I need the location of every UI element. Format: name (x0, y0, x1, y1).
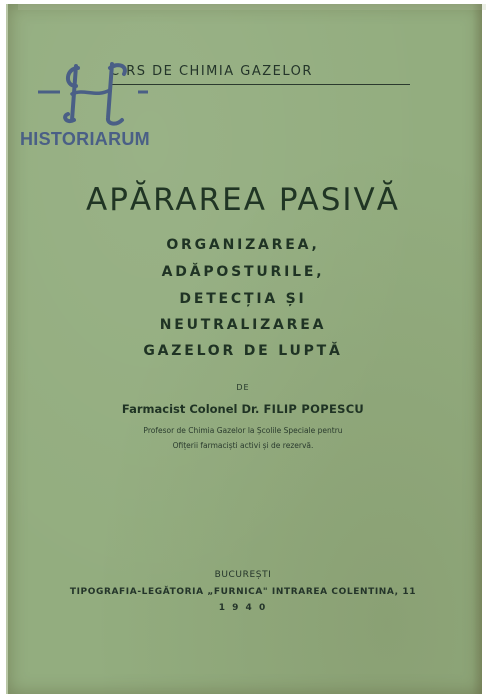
series-title: C RS DE CHIMIA GAZELOR (110, 64, 313, 79)
subtitle-line-4: NEUTRALIZAREA (159, 317, 327, 333)
book-title: APĂRAREA PASIVĂ (86, 182, 400, 218)
author-name: FILIP POPESCU (263, 402, 365, 416)
imprint-year: 1 9 4 0 (218, 603, 268, 613)
by-label: DE (236, 383, 250, 392)
subtitle-line-5: GAZELOR DE LUPTĂ (143, 343, 343, 359)
cover-edge-stain (18, 4, 486, 10)
author-prefix: Farmacist Colonel Dr. (121, 402, 260, 416)
historiarum-logo-icon (38, 58, 148, 128)
subtitle-line-1: ORGANIZAREA, (166, 237, 320, 253)
author-description-1: Profesor de Chimia Gazelor la Școlile Speciale pentru (143, 426, 343, 435)
imprint-city: BUCUREȘTI (214, 570, 272, 580)
imprint-printer: TIPOGRAFIA-LEGĂTORIA „FURNICA" INTRAREA COLENTINA, 11 (69, 587, 417, 597)
author-line (0, 402, 486, 416)
series-underline (110, 84, 410, 85)
author-description-2: Ofițerii farmaciști activi și de rezervă. (172, 441, 314, 450)
subtitle-line-2: ADĂPOSTURILE, (161, 264, 325, 280)
subtitle-line-3: DETECȚIA ȘI (179, 291, 307, 307)
watermark-text: HISTORIARUM (20, 129, 150, 149)
